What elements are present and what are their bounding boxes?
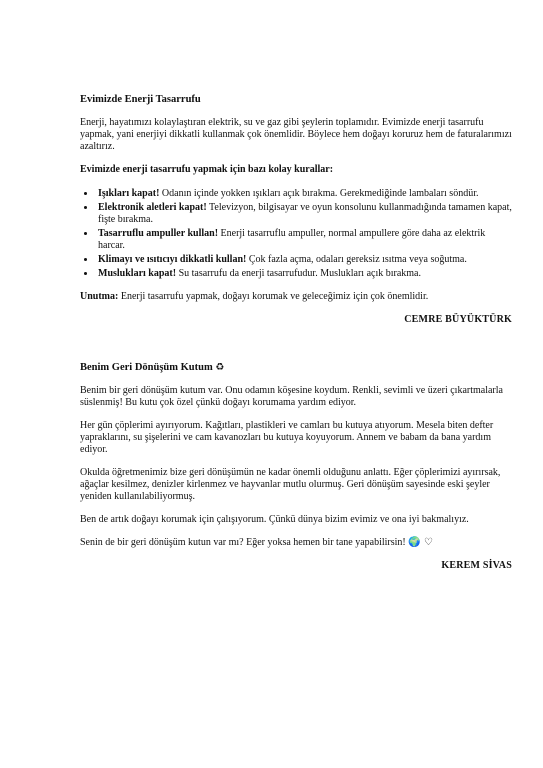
rule-title: Klimayı ve ısıtıcıyı dikkatli kullan! xyxy=(98,254,247,265)
article2-paragraph: Benim bir geri dönüşüm kutum var. Onu odamın köşesine koydum. Renkli, sevimli ve üzeri çıkartmalarla süslenmiş! Bu kutu çok özel çünkü doğayı korumama yardım ediyor. xyxy=(80,385,503,408)
note-text: Enerji tasarrufu yapmak, doğayı korumak ve geleceğimiz için çok önemlidir. xyxy=(118,291,429,302)
recycle-icon: ♻ xyxy=(215,362,225,373)
rule-text: Su tasarrufu da enerji tasarrufudur. Muslukları açık bırakma. xyxy=(176,268,421,279)
rule-title: Işıkları kapat! xyxy=(98,188,160,199)
article2-closing xyxy=(80,537,512,549)
section-spacer xyxy=(80,326,512,362)
article2-paragraph: Okulda öğretmenimiz bize geri dönüşümün ne kadar önemli olduğunu anlattı. Eğer çöplerimizi ayırırsak, ağaçlar kesilmez, denizler kirlenmez ve hayvanlar mutlu olurmuş. Geri dönüşüm sayesinde eski şeyler yeniden kullanılabiliyormuş. xyxy=(80,467,501,502)
rule-item xyxy=(96,187,512,200)
rule-item xyxy=(96,253,512,266)
globe-heart-icon: 🌍 ♡ xyxy=(408,537,433,548)
closing-text: Senin de bir geri dönüşüm kutun var mı? Eğer yoksa hemen bir tane yapabilirsin! xyxy=(80,537,406,548)
article2-paragraph: Her gün çöplerimi ayırıyorum. Kağıtları, plastikleri ve camları bu kutuya atıyorum. Mesela biten defter yapraklarını, su şişelerini ve cam kavanozları bu kutuya koyuyorum. Annem ve babam da bana yardım ediyor. xyxy=(80,420,494,455)
article1-author: CEMRE BÜYÜKTÜRK xyxy=(404,314,512,325)
article1-intro: Enerji, hayatımızı kolaylaştıran elektrik, su ve gaz gibi şeylerin toplamıdır. Evimizde enerji tasarrufu yapmak, yani enerjiyi dikkatli kullanmak çok önemlidir. Böylece hem doğayı koruruz hem de faturalarımızı azaltırız. xyxy=(80,117,512,152)
rules-list xyxy=(80,187,512,280)
document-content xyxy=(80,94,512,572)
rule-item xyxy=(96,267,512,280)
rule-text: Çok fazla açma, odaları gereksiz ısıtma veya soğutma. xyxy=(246,254,467,265)
rule-title: Elektronik aletleri kapat! xyxy=(98,202,207,213)
rule-title: Muslukları kapat! xyxy=(98,268,177,279)
article2-paragraph: Ben de artık doğayı korumak için çalışıyorum. Çünkü dünya bizim evimiz ve ona iyi bakmalıyız. xyxy=(80,514,469,525)
rule-item xyxy=(96,227,512,252)
rule-text: Televizyon, bilgisayar ve oyun konsolunu kullanmadığında tamamen kapat, fişte bırakma. xyxy=(98,202,512,225)
article2-title-row xyxy=(80,362,512,374)
rule-title: Tasarruflu ampuller kullan! xyxy=(98,228,219,239)
rule-text: Odanın içinde yokken ışıkları açık bırakma. Gerekmediğinde lambaları söndür. xyxy=(159,188,479,199)
note-label: Unutma: xyxy=(80,291,119,302)
rule-item xyxy=(96,201,512,226)
article1-rules-heading: Evimizde enerji tasarrufu yapmak için bazı kolay kurallar: xyxy=(80,164,334,175)
article2-author: KEREM SİVAS xyxy=(441,560,512,571)
article1-title: Evimizde Enerji Tasarrufu xyxy=(80,94,201,105)
article1-note xyxy=(80,291,512,303)
rule-text: Enerji tasarruflu ampuller, normal ampullere göre daha az elektrik harcar. xyxy=(98,228,486,251)
article2-title: Benim Geri Dönüşüm Kutum xyxy=(80,362,213,373)
